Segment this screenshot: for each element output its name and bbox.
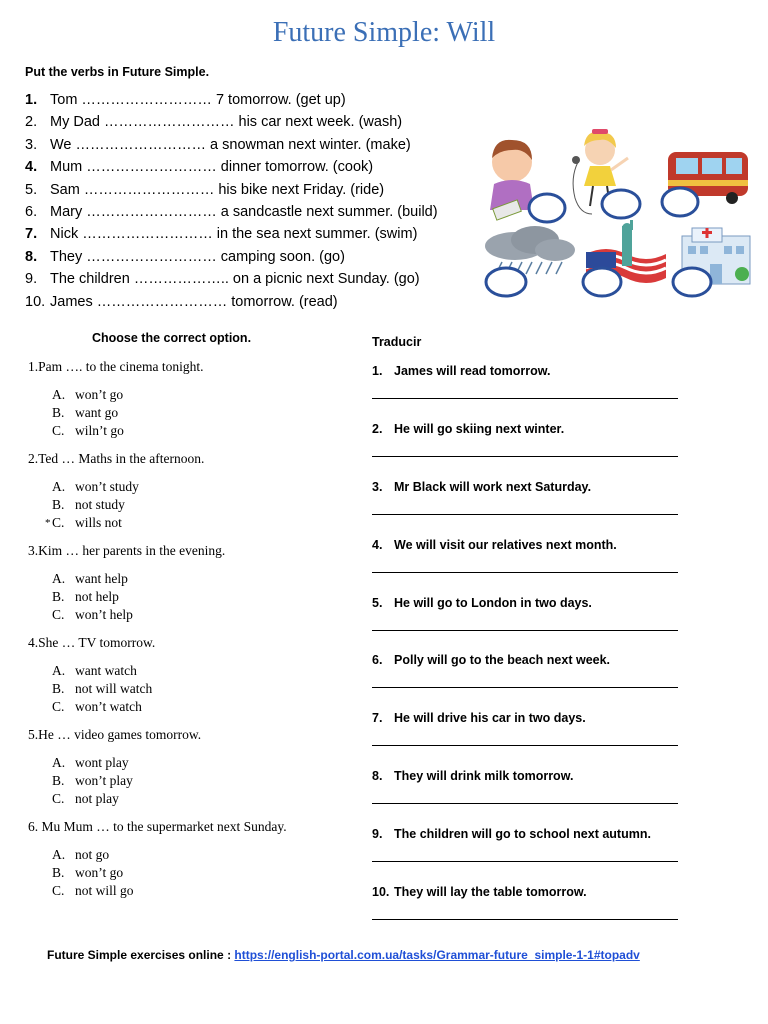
- translate-number: 9.: [372, 827, 383, 841]
- option-letter: C.: [52, 515, 65, 530]
- translate-sentence: The children will go to school next autumn.: [394, 827, 651, 841]
- mc-question: [28, 727, 348, 809]
- translate-item: [372, 769, 682, 804]
- option: [45, 515, 348, 533]
- translate-item: [372, 653, 682, 688]
- item-number: 3.: [25, 136, 38, 153]
- option-letter: B.: [52, 405, 65, 420]
- option-letter: C.: [52, 699, 65, 714]
- exercise1-item: [25, 204, 485, 226]
- option-text: want go: [75, 405, 119, 420]
- option: [52, 755, 348, 773]
- option: [52, 681, 348, 699]
- option-letter: A.: [52, 847, 66, 862]
- answer-circle: [602, 190, 640, 218]
- illustrations: [480, 128, 755, 303]
- item-text: Sam ……………………… his bike next Friday. (ride): [50, 181, 385, 198]
- option: [52, 497, 348, 515]
- translate-item: [372, 885, 682, 920]
- exercise1-item: [25, 271, 485, 293]
- rain-cloud-illustration: [485, 226, 575, 274]
- option: [52, 479, 348, 497]
- boy-reading-illustration: [490, 140, 534, 220]
- translate-number: 2.: [372, 422, 383, 436]
- answer-line[interactable]: [372, 861, 678, 862]
- answer-circle: [662, 188, 698, 216]
- option-letter: C.: [52, 883, 65, 898]
- option: [52, 883, 348, 901]
- translate-number: 8.: [372, 769, 383, 783]
- item-number: 9.: [25, 271, 38, 288]
- question-text: 6. Mu Mum … to the supermarket next Sunday.: [28, 819, 287, 834]
- item-text: We ……………………… a snowman next winter. (make): [50, 136, 411, 153]
- traducir-heading: Traducir: [372, 335, 422, 349]
- translate-item: [372, 711, 682, 746]
- option-text: wont play: [75, 755, 129, 770]
- answer-line[interactable]: [372, 630, 678, 631]
- item-number: 10.: [25, 293, 46, 310]
- translate-number: 7.: [372, 711, 383, 725]
- translate-number: 10.: [372, 885, 390, 899]
- question-text: 2.Ted … Maths in the afternoon.: [28, 451, 205, 466]
- translate-number: 3.: [372, 480, 383, 494]
- option: [52, 589, 348, 607]
- footer: [47, 948, 640, 962]
- translate-sentence: James will read tomorrow.: [394, 364, 551, 378]
- option-text: won’t go: [75, 387, 124, 402]
- mc-question: [28, 543, 348, 625]
- answer-line[interactable]: [372, 919, 678, 920]
- item-text: Nick ……………………… in the sea next summer. (swim): [50, 226, 418, 243]
- translate-number: 6.: [372, 653, 383, 667]
- item-text: James ……………………… tomorrow. (read): [50, 293, 338, 310]
- choose-heading: Choose the correct option.: [92, 331, 252, 345]
- item-number: 1.: [25, 92, 38, 108]
- item-text: The children ……………….. on a picnic next Sunday. (go): [50, 271, 420, 288]
- item-text: Mary ……………………… a sandcastle next summer. (build): [50, 203, 438, 220]
- translate-number: 4.: [372, 538, 383, 552]
- answer-circle: [529, 194, 565, 222]
- option-letter: B.: [52, 865, 65, 880]
- option: [52, 405, 348, 423]
- translate-number: 5.: [372, 596, 383, 610]
- exercise1-item: [25, 249, 485, 271]
- option: [52, 791, 348, 809]
- illustration-panel: [480, 128, 755, 303]
- exercise1-item: [25, 182, 485, 204]
- translate-item: [372, 596, 682, 631]
- option-letter: A.: [52, 571, 66, 586]
- option-text: won’t watch: [75, 699, 142, 714]
- option-letter: C.: [52, 791, 65, 806]
- option-text: not will watch: [75, 681, 153, 696]
- option-text: not study: [75, 497, 125, 512]
- option-letter: A.: [52, 479, 66, 494]
- question-text: 1.Pam …. to the cinema tonight.: [28, 359, 204, 374]
- option-text: want help: [75, 571, 128, 586]
- answer-line[interactable]: [372, 514, 678, 515]
- translate-item: [372, 422, 682, 457]
- item-number: 2.: [25, 114, 38, 131]
- option: [52, 847, 348, 865]
- translate-item: [372, 480, 682, 515]
- option-text: won’t go: [75, 865, 124, 880]
- option-letter: B.: [52, 773, 65, 788]
- answer-line[interactable]: [372, 687, 678, 688]
- translate-number: 1.: [372, 364, 383, 378]
- exercise1-instruction: Put the verbs in Future Simple.: [25, 65, 210, 79]
- answer-line[interactable]: [372, 456, 678, 457]
- option-text: not help: [75, 589, 119, 604]
- option-text: wiln’t go: [75, 423, 124, 438]
- option-text: won’t study: [75, 479, 139, 494]
- item-text: Mum ……………………… dinner tomorrow. (cook): [50, 159, 374, 176]
- option: [52, 773, 348, 791]
- item-text: They ……………………… camping soon. (go): [50, 248, 345, 265]
- item-text: Tom ……………………… 7 tomorrow. (get up): [50, 92, 346, 108]
- option-text: not go: [75, 847, 110, 862]
- option-letter: C.: [52, 607, 65, 622]
- mc-question: [28, 451, 348, 533]
- option-letter: B.: [52, 497, 65, 512]
- exercise1-item: [25, 137, 485, 159]
- option-letter: C.: [52, 423, 65, 438]
- answer-circle: [583, 268, 621, 296]
- translate-sentence: Polly will go to the beach next week.: [394, 653, 611, 667]
- item-number: 5.: [25, 181, 38, 198]
- translate-sentence: They will lay the table tomorrow.: [394, 885, 587, 899]
- option: [52, 387, 348, 405]
- answer-line[interactable]: [372, 572, 678, 573]
- option: [52, 423, 348, 441]
- option: [52, 571, 348, 589]
- translate-sentence: They will drink milk tomorrow.: [394, 769, 574, 783]
- translate-sentence: He will go to London in two days.: [394, 596, 592, 610]
- item-number: 7.: [25, 226, 38, 243]
- option-text: won’t help: [75, 607, 133, 622]
- question-text: 5.He … video games tomorrow.: [28, 727, 202, 742]
- translate-item: [372, 538, 682, 573]
- mc-question: [28, 819, 348, 901]
- footer-label: Future Simple exercises online :: [47, 948, 235, 962]
- option: [52, 865, 348, 883]
- exercise1-item: [25, 159, 485, 181]
- answer-line[interactable]: [372, 745, 678, 746]
- exercise1-list: [25, 92, 485, 316]
- option-letter: B.: [52, 681, 65, 696]
- page-title: Future Simple: Will: [272, 17, 496, 48]
- translate-item: [372, 827, 682, 862]
- option-text: wills not: [75, 515, 122, 530]
- option: [52, 663, 348, 681]
- item-text: My Dad ……………………… his car next week. (wash): [50, 114, 403, 131]
- exercise1-item: [25, 294, 485, 316]
- question-text: 3.Kim … her parents in the evening.: [28, 543, 226, 558]
- item-number: 4.: [25, 159, 38, 176]
- answer-circle: [673, 268, 711, 296]
- translate-sentence: He will go skiing next winter.: [394, 422, 565, 436]
- exercise1-item: [25, 114, 485, 136]
- mc-question: [28, 359, 348, 441]
- exercises-link[interactable]: https://english-portal.com.ua/tasks/Grammar-future_simple-1-1#topadv: [234, 948, 640, 962]
- option-letter: A.: [52, 755, 66, 770]
- translate-sentence: We will visit our relatives next month.: [394, 538, 617, 552]
- exercise1-item: [25, 92, 485, 114]
- translate-item: [372, 364, 682, 399]
- item-number: 6.: [25, 203, 38, 220]
- question-text: 4.She … TV tomorrow.: [28, 635, 156, 650]
- answer-circle: [486, 268, 526, 296]
- star-mark: *: [45, 517, 51, 529]
- option: [52, 607, 348, 625]
- answer-line[interactable]: [372, 398, 678, 399]
- mc-question: [28, 635, 348, 717]
- option-text: not will go: [75, 883, 134, 898]
- translate-sentence: He will drive his car in two days.: [394, 711, 586, 725]
- option-text: not play: [75, 791, 119, 806]
- option-letter: B.: [52, 589, 65, 604]
- item-number: 8.: [25, 248, 38, 265]
- option-letter: A.: [52, 387, 66, 402]
- answer-line[interactable]: [372, 803, 678, 804]
- option-text: won’t play: [75, 773, 133, 788]
- translate-sentence: Mr Black will work next Saturday.: [394, 480, 592, 494]
- exercise1-item: [25, 226, 485, 248]
- option-letter: A.: [52, 663, 66, 678]
- option-text: want watch: [75, 663, 137, 678]
- option: [52, 699, 348, 717]
